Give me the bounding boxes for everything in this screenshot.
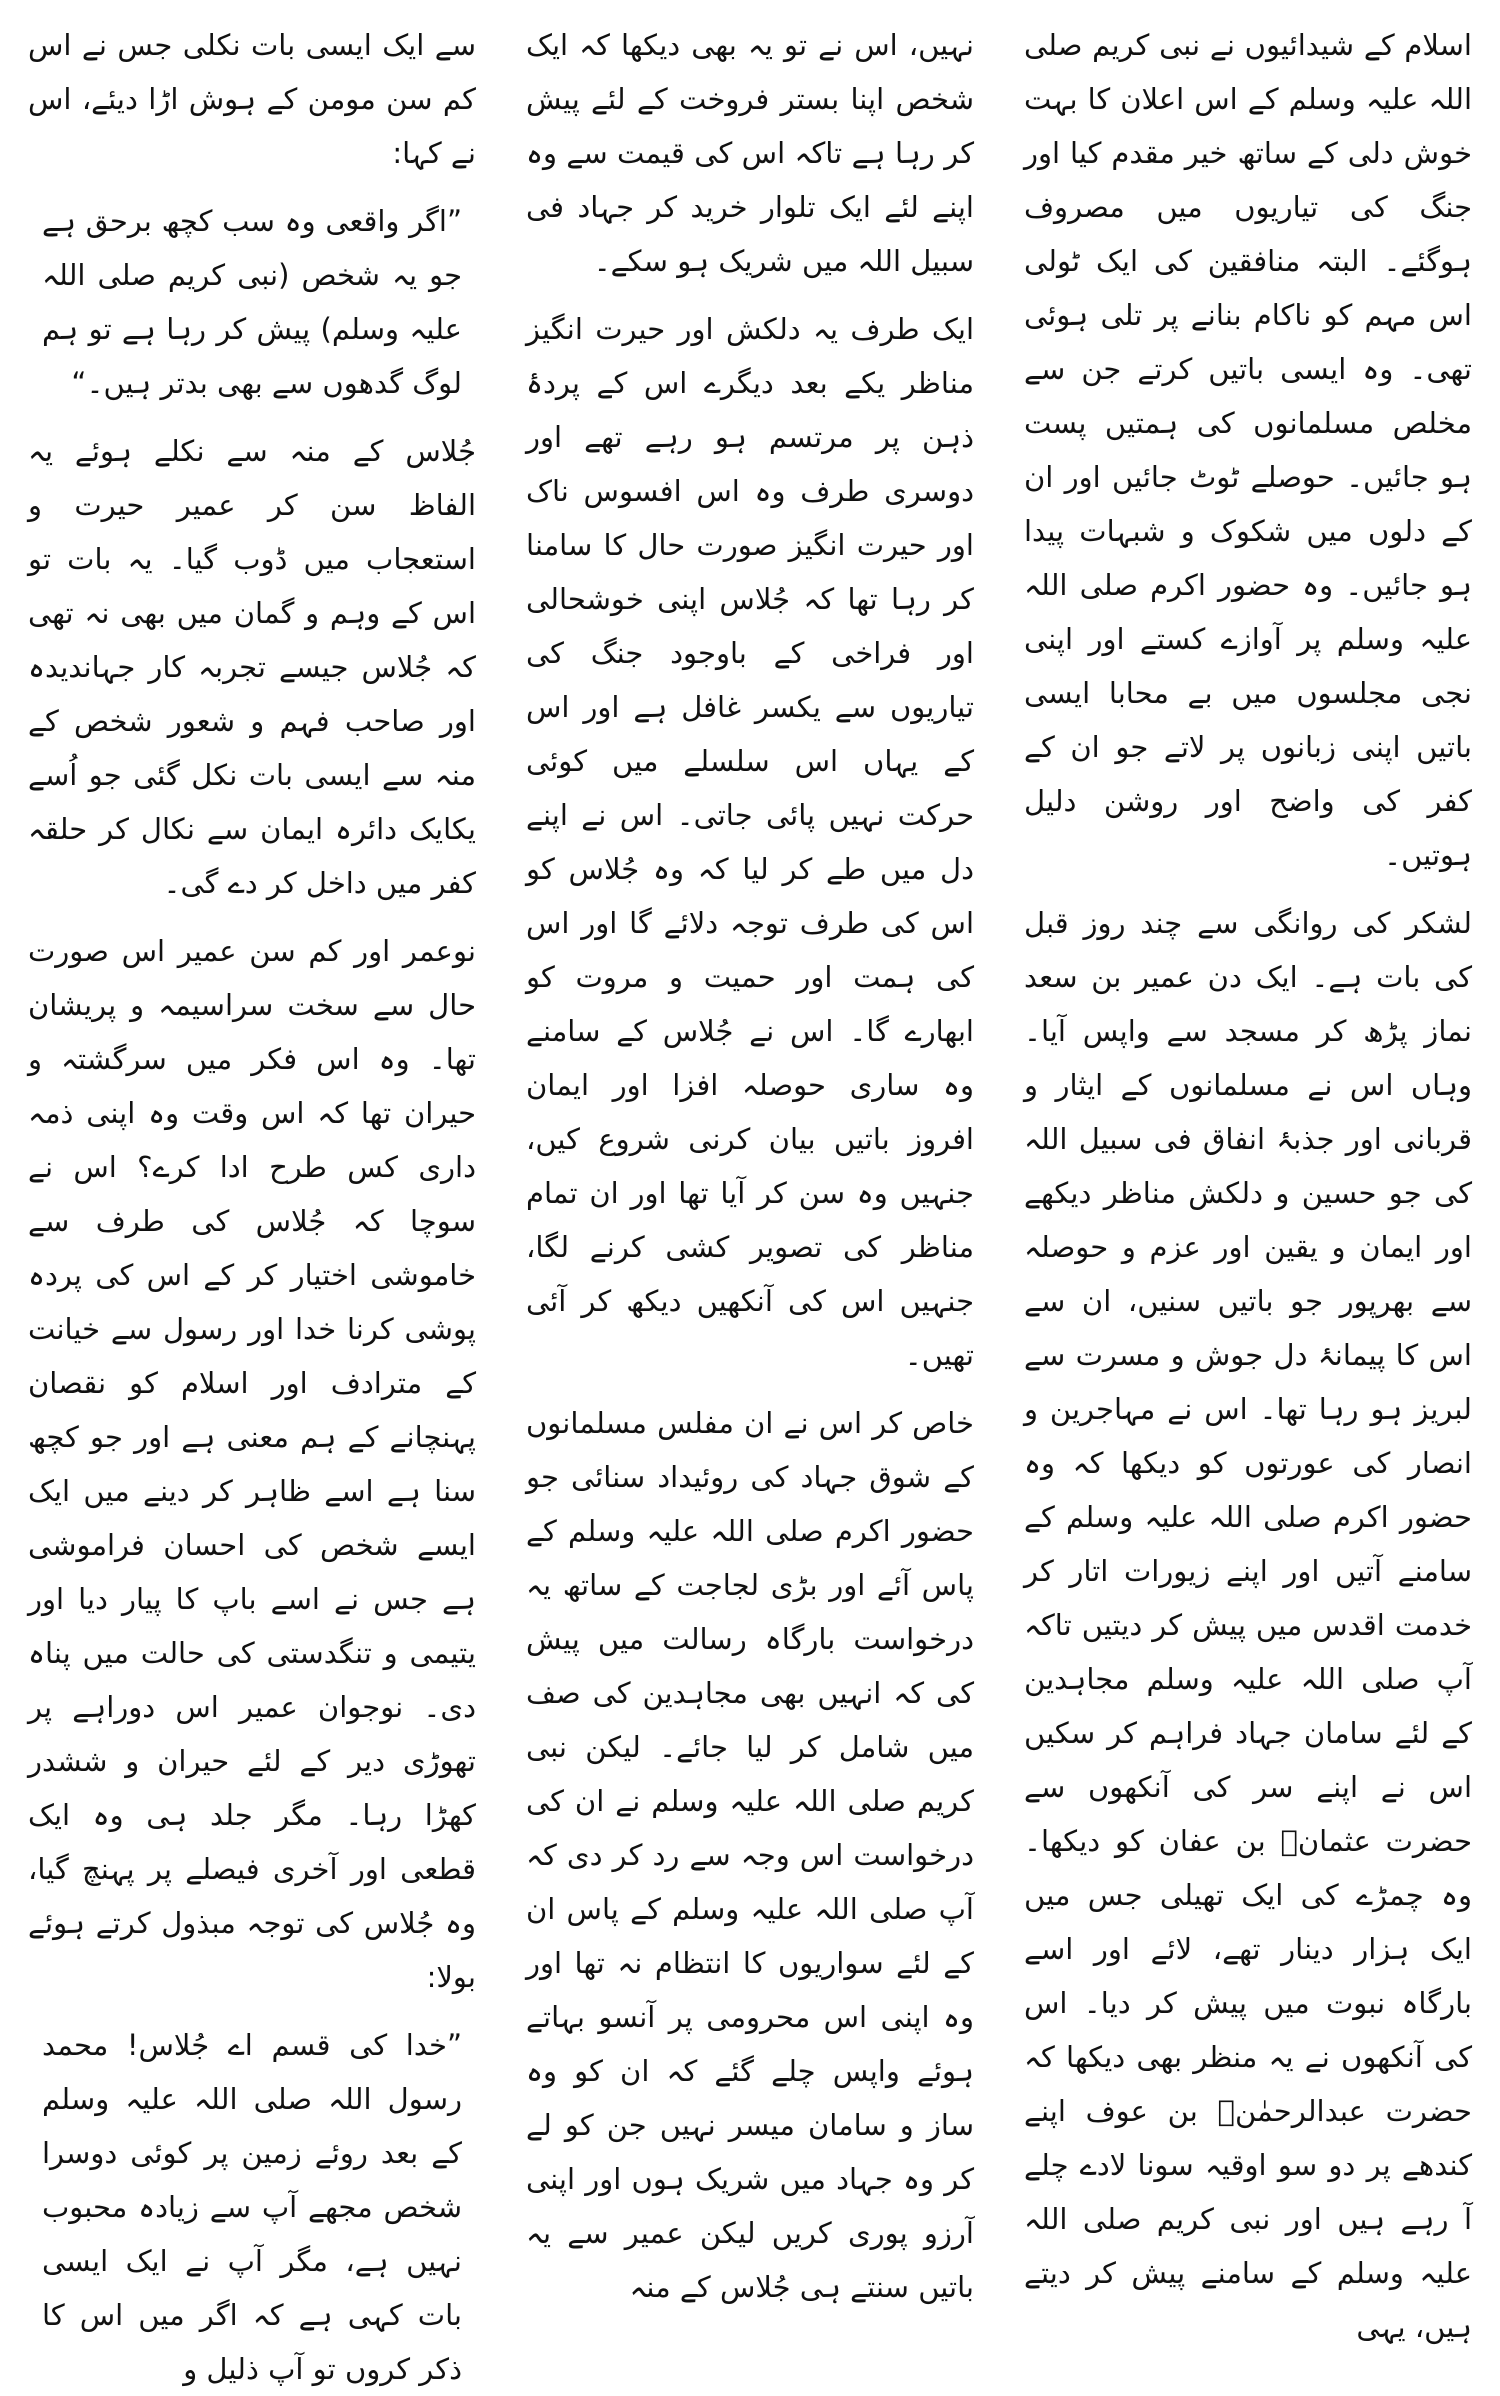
quotation: ”خدا کی قسم اے جُلاس! محمد رسول اللہ صلی اللہ علیہ وسلم کے بعد روئے زمین پر کوئی دوسرا شخص مجھے آپ سے زیادہ محبوب نہیں ہے، مگر آپ نے ایک ایسی بات کہی ہے کہ اگر میں اس کا ذکر کروں تو آپ ذلیل و xyxy=(42,2028,462,2386)
quotation: ”اگر واقعی وہ سب کچھ برحق ہے جو یہ شخص (نبی کریم صلی اللہ علیہ وسلم) پیش کر رہا ہے تو ہم لوگ گدھوں سے بھی بدتر ہیں۔“ xyxy=(42,204,462,400)
paragraph: لشکر کی روانگی سے چند روز قبل کی بات ہے۔ ایک دن عمیر بن سعد نماز پڑھ کر مسجد سے واپس آیا۔ وہاں اس نے مسلمانوں کے ایثار و قربانی اور جذبۂ انفاق فی سبیل اللہ کی جو حسین و دلکش مناظر دیکھے اور ایمان و یقین اور عزم و حوصلہ سے بھرپور جو باتیں سنیں، ان سے اس کا پیمانۂ دل جوش و مسرت سے لبریز ہو رہا تھا۔ اس نے مہاجرین و انصار کی عورتوں کو دیکھا کہ وہ حضور اکرم صلی اللہ علیہ وسلم کے سامنے آتیں اور اپنے زیورات اتار کر خدمت اقدس میں پیش کر دیتیں تاکہ آپ صلی اللہ علیہ وسلم مجاہدین کے لئے سامان جہاد فراہم کر سکیں اس نے اپنے سر کی آنکھوں سے حضرت عثمانؓ بن عفان کو دیکھا۔ وہ چمڑے کی ایک تھیلی جس میں ایک ہزار دینار تھے، لائے اور اسے بارگاہ نبوت میں پیش کر دیا۔ اس کی آنکھوں نے یہ منظر بھی دیکھا کہ حضرت عبدالرحمٰنؓ بن عوف اپنے کندھے پر دو سو اوقیہ سونا لادے چلے آ رہے ہیں اور نبی کریم صلی اللہ علیہ وسلم کے سامنے پیش کر دیتے ہیں، یہی xyxy=(1024,906,1472,2344)
paragraph: جُلاس کے منہ سے نکلے ہوئے یہ الفاظ سن کر عمیر حیرت و استعجاب میں ڈوب گیا۔ یہ بات تو اس کے وہم و گمان میں بھی نہ تھی کہ جُلاس جیسے تجربہ کار جہاندیدہ اور صاحب فہم و شعور شخص کے منہ سے ایسی بات نکل گئی جو اُسے یکایک دائرہ ایمان سے نکال کر حلقہ کفر میں داخل کر دے گی۔ xyxy=(28,434,476,900)
article-column-middle xyxy=(526,18,974,2304)
article-column-right xyxy=(1024,18,1472,2344)
paragraph: اسلام کے شیدائیوں نے نبی کریم صلی اللہ علیہ وسلم کے اس اعلان کا بہت خوش دلی کے ساتھ خیر مقدم کیا اور جنگ کی تیاریوں میں مصروف ہوگئے۔ البتہ منافقین کی ایک ٹولی اس مہم کو ناکام بنانے پر تلی ہوئی تھی۔ وہ ایسی باتیں کرتے جن سے مخلص مسلمانوں کی ہمتیں پست ہو جائیں۔ حوصلے ٹوٹ جائیں اور ان کے دلوں میں شکوک و شبہات پیدا ہو جائیں۔ وہ حضور اکرم صلی اللہ علیہ وسلم پر آوازے کستے اور اپنی نجی مجلسوں میں بے محابا ایسی باتیں اپنی زبانوں پر لاتے جو ان کے کفر کی واضح اور روشن دلیل ہوتیں۔ xyxy=(1024,28,1472,872)
paragraph: سے ایک ایسی بات نکلی جس نے اس کم سن مومن کے ہوش اڑا دیئے، اس نے کہا: xyxy=(28,28,476,170)
paragraph: خاص کر اس نے ان مفلس مسلمانوں کے شوق جہاد کی روئیداد سنائی جو حضور اکرم صلی اللہ علیہ وسلم کے پاس آئے اور بڑی لجاجت کے ساتھ یہ درخواست بارگاہ رسالت میں پیش کی کہ انہیں بھی مجاہدین کی صف میں شامل کر لیا جائے۔ لیکن نبی کریم صلی اللہ علیہ وسلم نے ان کی درخواست اس وجہ سے رد کر دی کہ آپ صلی اللہ علیہ وسلم کے پاس ان کے لئے سواریوں کا انتظام نہ تھا اور وہ اپنی اس محرومی پر آنسو بہاتے ہوئے واپس چلے گئے کہ ان کو وہ ساز و سامان میسر نہیں جن کو لے کر وہ جہاد میں شریک ہوں اور اپنی آرزو پوری کریں لیکن عمیر سے یہ باتیں سنتے ہی جُلاس کے منہ xyxy=(526,1406,974,2304)
paragraph: نوعمر اور کم سن عمیر اس صورت حال سے سخت سراسیمہ و پریشان تھا۔ وہ اس فکر میں سرگشتہ و حیران تھا کہ اس وقت وہ اپنی ذمہ داری کس طرح ادا کرے؟ اس نے سوچا کہ جُلاس کی طرف سے خاموشی اختیار کر کے اس کی پردہ پوشی کرنا خدا اور رسول سے خیانت کے مترادف اور اسلام کو نقصان پہنچانے کے ہم معنی ہے اور جو کچھ سنا ہے اسے ظاہر کر دینے میں ایک ایسے شخص کی احسان فراموشی ہے جس نے اسے باپ کا پیار دیا اور یتیمی و تنگدستی کی حالت میں پناہ دی۔ نوجوان عمیر اس دوراہے پر تھوڑی دیر کے لئے حیران و ششدر کھڑا رہا۔ مگر جلد ہی وہ ایک قطعی اور آخری فیصلے پر پہنچ گیا، وہ جُلاس کی توجہ مبذول کرتے ہوئے بولا: xyxy=(28,934,476,1994)
article-column-left xyxy=(28,18,476,2386)
paragraph: نہیں، اس نے تو یہ بھی دیکھا کہ ایک شخص اپنا بستر فروخت کے لئے پیش کر رہا ہے تاکہ اس کی قیمت سے وہ اپنے لئے ایک تلوار خرید کر جہاد فی سبیل اللہ میں شریک ہو سکے۔ xyxy=(526,28,974,278)
paragraph: ایک طرف یہ دلکش اور حیرت انگیز مناظر یکے بعد دیگرے اس کے پردۂ ذہن پر مرتسم ہو رہے تھے اور دوسری طرف وہ اس افسوس ناک اور حیرت انگیز صورت حال کا سامنا کر رہا تھا کہ جُلاس اپنی خوشحالی اور فراخی کے باوجود جنگ کی تیاریوں سے یکسر غافل ہے اور اس کے یہاں اس سلسلے میں کوئی حرکت نہیں پائی جاتی۔ اس نے اپنے دل میں طے کر لیا کہ وہ جُلاس کو اس کی طرف توجہ دلائے گا اور اس کی ہمت اور حمیت و مروت کو ابھارے گا۔ اس نے جُلاس کے سامنے وہ ساری حوصلہ افزا اور ایمان افروز باتیں بیان کرنی شروع کیں، جنہیں وہ سن کر آیا تھا اور ان تمام مناظر کی تصویر کشی کرنے لگا، جنہیں اس کی آنکھیں دیکھ کر آئی تھیں۔ xyxy=(526,312,974,1372)
